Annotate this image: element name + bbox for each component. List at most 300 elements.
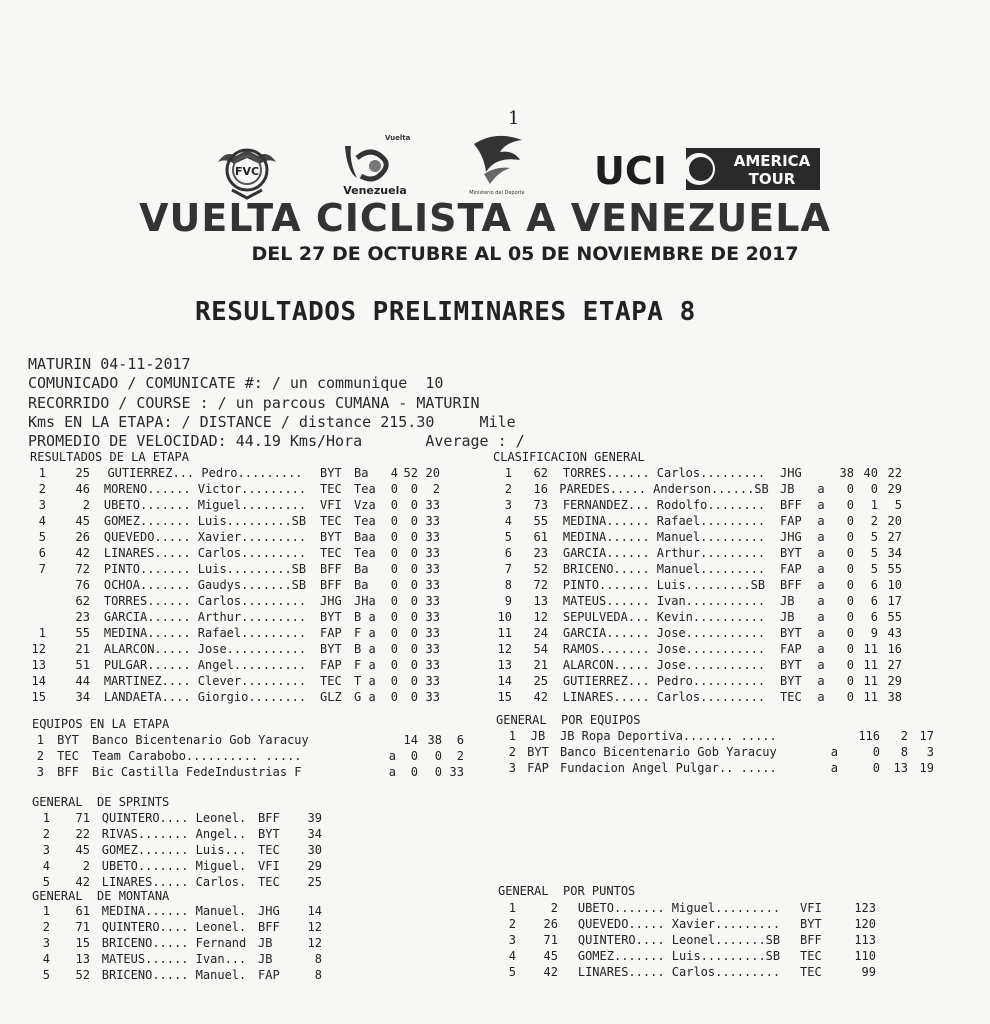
rider-name-cell: QUEVEDO..... Xavier.........: [577, 917, 781, 931]
stage-result-row: [26, 657, 440, 673]
position-cell: 1: [36, 733, 44, 747]
minutes-cell: 11: [863, 674, 878, 688]
sprints-heading: GENERAL DE SPRINTS: [32, 795, 170, 809]
seconds-cell: 33: [425, 562, 440, 576]
category-cell: T a: [354, 674, 376, 688]
stage-result-row: [26, 465, 440, 481]
flag-cell: [824, 728, 838, 744]
seconds-cell: 55: [887, 562, 902, 576]
team-cell: TEC: [800, 949, 822, 963]
mountain-row: [32, 935, 322, 951]
general-result-row: [492, 497, 902, 513]
position-cell: 6: [38, 546, 46, 560]
event-title: VUELTA CICLISTA A VENEZUELA: [139, 196, 831, 240]
position-cell: 2: [36, 749, 44, 763]
stage-result-row: [26, 529, 440, 545]
category-cell: B a: [354, 610, 376, 624]
team-cell: FAP: [780, 562, 802, 576]
general-result-row: [492, 609, 902, 625]
category-cell: Ba: [354, 562, 369, 576]
seconds-cell: 34: [887, 546, 902, 560]
minutes-cell: 0: [870, 482, 878, 496]
seconds-cell: 6: [456, 733, 464, 747]
position-cell: 12: [31, 642, 46, 656]
points-cell: 99: [861, 965, 876, 979]
seconds-cell: 33: [425, 626, 440, 640]
hours-cell: 0: [846, 610, 854, 624]
seconds-cell: 33: [425, 658, 440, 672]
category-cell: Tea: [354, 546, 376, 560]
hours-cell: 0: [390, 658, 398, 672]
general-result-row: [492, 545, 902, 561]
rider-name-cell: GUTIERREZ... Pedro.........: [107, 466, 303, 480]
seconds-cell: 10: [887, 578, 902, 592]
position-cell: 6: [504, 546, 512, 560]
hours-cell: 0: [390, 674, 398, 688]
general-result-row: [492, 513, 902, 529]
bib-cell: 12: [533, 610, 548, 624]
minutes-cell: 11: [863, 642, 878, 656]
federation-logo: [212, 132, 282, 202]
seconds-cell: 33: [425, 690, 440, 704]
seconds-cell: 33: [425, 514, 440, 528]
seconds-cell: 33: [425, 530, 440, 544]
minutes-cell: 5: [870, 546, 878, 560]
hours-cell: 0: [846, 514, 854, 528]
position-cell: 2: [38, 482, 46, 496]
category-cell: F a: [354, 626, 376, 640]
team-cell: BYT: [320, 530, 342, 544]
points-cell: 8: [314, 952, 322, 966]
position-cell: 4: [42, 859, 50, 873]
hours-cell: 0: [390, 498, 398, 512]
stage-result-row: [26, 513, 440, 529]
rider-name-cell: ALARCON..... Jose...........: [562, 658, 766, 672]
svg-text:Vuelta: Vuelta: [385, 134, 411, 142]
header-line: PROMEDIO DE VELOCIDAD: 44.19 Kms/Hora Average : /: [28, 432, 525, 450]
hours-cell: 0: [846, 642, 854, 656]
team-cell: FAP: [258, 968, 280, 982]
rider-name-cell: RAMOS....... Jose...........: [562, 642, 766, 656]
position-cell: 4: [508, 949, 516, 963]
rider-name-cell: FERNANDEZ... Rodolfo........: [562, 498, 766, 512]
general-result-row: [492, 593, 902, 609]
position-cell: 2: [42, 827, 50, 841]
stage-results-table: [26, 465, 440, 705]
hours-cell: 0: [390, 610, 398, 624]
hours-cell: 0: [872, 745, 880, 759]
hours-cell: 4: [390, 466, 398, 480]
rider-name-cell: GOMEZ....... Luis...: [101, 843, 247, 857]
bib-cell: 62: [533, 466, 548, 480]
team-cell: BFF: [258, 811, 280, 825]
flag-cell: a: [817, 482, 825, 496]
minutes-cell: 0: [410, 674, 418, 688]
stage-result-row: [26, 561, 440, 577]
points-cell: 12: [307, 936, 322, 950]
position-cell: [26, 577, 46, 593]
team-name-cell: Fundacion Angel Pulgar.. .....: [560, 761, 777, 775]
points-heading: GENERAL POR PUNTOS: [498, 884, 636, 898]
team-cell: TEC: [780, 690, 802, 704]
rider-name-cell: OCHOA....... Gaudys.......SB: [103, 578, 307, 592]
seconds-cell: 19: [919, 761, 934, 775]
rider-name-cell: GUTIERREZ... Pedro..........: [562, 674, 766, 688]
rider-name-cell: LINARES..... Carlos.........: [103, 546, 307, 560]
team-cell: FAP: [320, 626, 342, 640]
seconds-cell: 3: [926, 745, 934, 759]
flag-cell: a: [817, 626, 825, 640]
hours-cell: 0: [846, 562, 854, 576]
hours-cell: 0: [390, 690, 398, 704]
header-line: Kms EN LA ETAPA: / DISTANCE / distance 215.30 Mile: [28, 413, 516, 431]
general-result-row: [492, 673, 902, 689]
rider-name-cell: UBETO....... Miguel.........: [577, 901, 781, 915]
team-cell: BFF: [800, 933, 822, 947]
hours-cell: 0: [390, 482, 398, 496]
stage-result-row: [26, 497, 440, 513]
rider-name-cell: QUEVEDO..... Xavier.........: [103, 530, 307, 544]
minutes-cell: 0: [434, 765, 442, 779]
event-dates: DEL 27 DE OCTUBRE AL 05 DE NOVIEMBRE DE 2017: [251, 243, 799, 265]
position-cell: 2: [504, 482, 512, 496]
bib-cell: 42: [543, 965, 558, 979]
team-stage-row: [32, 748, 464, 764]
rider-name-cell: GARCIA...... Arthur.........: [562, 546, 766, 560]
seconds-cell: 22: [887, 466, 902, 480]
position-cell: 5: [38, 530, 46, 544]
bib-cell: 61: [75, 904, 90, 918]
hours-cell: 0: [390, 546, 398, 560]
minutes-cell: 6: [870, 594, 878, 608]
position-cell: 3: [508, 933, 516, 947]
seconds-cell: 43: [887, 626, 902, 640]
bib-cell: 42: [75, 546, 90, 560]
team-cell: BFF: [320, 562, 342, 576]
flag-cell: a: [817, 530, 825, 544]
position-cell: 3: [42, 843, 50, 857]
hours-cell: 0: [390, 578, 398, 592]
flag-cell: a: [817, 658, 825, 672]
minutes-cell: 0: [410, 690, 418, 704]
points-row: [500, 948, 876, 964]
flag-cell: [810, 465, 832, 481]
general-result-row: [492, 689, 902, 705]
bib-cell: 13: [533, 594, 548, 608]
hours-cell: 0: [410, 749, 418, 763]
hours-cell: 0: [846, 498, 854, 512]
bib-cell: 52: [533, 562, 548, 576]
team-cell: TEC: [320, 482, 342, 496]
seconds-cell: 2: [456, 749, 464, 763]
points-row: [500, 964, 876, 980]
hours-cell: 0: [846, 674, 854, 688]
team-code-cell: BYT: [527, 745, 549, 759]
general-result-row: [492, 625, 902, 641]
stage-results-heading: RESULTADOS DE LA ETAPA: [30, 450, 189, 464]
points-cell: 123: [854, 901, 876, 915]
bib-cell: 34: [75, 690, 90, 704]
team-cell: JHG: [780, 466, 802, 480]
bib-cell: 26: [75, 530, 90, 544]
category-cell: B a: [354, 642, 376, 656]
bib-cell: 25: [533, 674, 548, 688]
bib-cell: 15: [75, 936, 90, 950]
bib-cell: 2: [82, 498, 90, 512]
uci-america-tour-logo: [594, 144, 822, 192]
team-cell: JB: [258, 936, 273, 950]
team-code-cell: BYT: [57, 733, 79, 747]
hours-cell: 0: [846, 690, 854, 704]
bib-cell: 21: [75, 642, 90, 656]
team-cell: BYT: [320, 466, 342, 480]
points-row: [500, 900, 876, 916]
rider-name-cell: GARCIA...... Arthur.........: [103, 610, 307, 624]
seconds-cell: 33: [425, 674, 440, 688]
flag-cell: a: [817, 562, 825, 576]
rider-name-cell: LINARES..... Carlos.........: [562, 690, 766, 704]
bib-cell: 25: [75, 466, 90, 480]
general-result-row: [492, 641, 902, 657]
svg-text:AMERICA: AMERICA: [733, 152, 811, 170]
seconds-cell: 27: [887, 530, 902, 544]
hours-cell: 0: [390, 514, 398, 528]
seconds-cell: 29: [887, 482, 902, 496]
points-cell: 120: [854, 917, 876, 931]
minutes-cell: 0: [410, 626, 418, 640]
position-cell: 5: [508, 965, 516, 979]
position-cell: 1: [504, 466, 512, 480]
hours-cell: 116: [858, 729, 880, 743]
position-cell: 14: [497, 674, 512, 688]
hours-cell: 0: [390, 562, 398, 576]
rider-name-cell: QUINTERO.... Leonel.: [101, 811, 247, 825]
mountain-row: [32, 903, 322, 919]
page-number: 1: [508, 108, 520, 129]
rider-name-cell: TORRES...... Carlos.........: [562, 466, 766, 480]
team-cell: BYT: [780, 546, 802, 560]
team-cell: JHG: [320, 594, 342, 608]
rider-name-cell: LINARES..... Carlos.........: [577, 965, 781, 979]
team-cell: JHG: [258, 904, 280, 918]
points-cell: 30: [307, 843, 322, 857]
seconds-cell: 20: [425, 466, 440, 480]
stage-result-row: [26, 641, 440, 657]
minutes-cell: 0: [410, 482, 418, 496]
position-cell: 3: [504, 498, 512, 512]
teams-stage-heading: EQUIPOS EN LA ETAPA: [32, 717, 170, 731]
fvc-logo-text: FVC: [234, 165, 260, 178]
position-cell: 2: [508, 745, 516, 759]
bib-cell: 71: [75, 811, 90, 825]
seconds-cell: 33: [449, 765, 464, 779]
team-general-row: [498, 728, 934, 744]
rider-name-cell: LINARES..... Carlos.: [101, 875, 247, 889]
stage-result-row: [26, 545, 440, 561]
position-cell: 1: [508, 729, 516, 743]
category-cell: G a: [354, 690, 376, 704]
bib-cell: 45: [75, 514, 90, 528]
svg-text:TOUR: TOUR: [748, 170, 796, 188]
minutes-cell: 0: [434, 749, 442, 763]
stage-result-row: [26, 609, 440, 625]
hours-cell: 0: [872, 761, 880, 775]
points-row: [500, 932, 876, 948]
category-cell: Ba: [354, 578, 369, 592]
flag-cell: a: [817, 610, 825, 624]
seconds-cell: 55: [887, 610, 902, 624]
rider-name-cell: LANDAETA.... Giorgio........: [103, 690, 307, 704]
hours-cell: 0: [846, 626, 854, 640]
flag-cell: a: [817, 514, 825, 528]
seconds-cell: 5: [894, 498, 902, 512]
minutes-cell: 6: [870, 578, 878, 592]
seconds-cell: 33: [425, 546, 440, 560]
bib-cell: 16: [533, 482, 548, 496]
position-cell: 3: [508, 761, 516, 775]
minutes-cell: 0: [410, 578, 418, 592]
ministry-sport-logo: [466, 130, 528, 198]
bib-cell: 55: [75, 626, 90, 640]
bib-cell: 26: [543, 917, 558, 931]
general-result-row: [492, 657, 902, 673]
hours-cell: 0: [846, 578, 854, 592]
team-cell: JHG: [780, 530, 802, 544]
bib-cell: 13: [75, 952, 90, 966]
rider-name-cell: TORRES...... Carlos.........: [103, 594, 307, 608]
minutes-cell: 5: [870, 530, 878, 544]
sprints-table: [32, 810, 322, 890]
minutes-cell: 6: [870, 610, 878, 624]
bib-cell: 45: [75, 843, 90, 857]
position-cell: 5: [42, 968, 50, 982]
position-cell: 11: [497, 626, 512, 640]
sprints-row: [32, 826, 322, 842]
hours-cell: 14: [403, 733, 418, 747]
rider-name-cell: PULGAR...... Angel..........: [103, 658, 307, 672]
bib-cell: 24: [533, 626, 548, 640]
mountain-heading: GENERAL DE MONTANA: [32, 889, 170, 903]
bib-cell: 52: [75, 968, 90, 982]
seconds-cell: 33: [425, 594, 440, 608]
category-cell: Vza: [354, 498, 376, 512]
team-cell: TEC: [320, 546, 342, 560]
rider-name-cell: BRICENO..... Fernand: [101, 936, 247, 950]
stage-result-row: [26, 689, 440, 705]
category-cell: Ba: [354, 466, 369, 480]
team-general-row: [498, 744, 934, 760]
teams-stage-table: [32, 732, 464, 780]
team-cell: FAP: [320, 658, 342, 672]
general-classification-heading: CLASIFICACION GENERAL: [493, 450, 645, 464]
minutes-cell: 8: [900, 745, 908, 759]
points-cell: 25: [307, 875, 322, 889]
minutes-cell: 5: [870, 562, 878, 576]
position-cell: 13: [31, 658, 46, 672]
minutes-cell: 0: [410, 546, 418, 560]
flag-cell: a: [817, 642, 825, 656]
team-cell: BFF: [780, 498, 802, 512]
hours-cell: 0: [846, 482, 854, 496]
points-cell: 110: [854, 949, 876, 963]
minutes-cell: 2: [870, 514, 878, 528]
flag-cell: a: [830, 745, 838, 759]
seconds-cell: 27: [887, 658, 902, 672]
mountain-row: [32, 951, 322, 967]
hours-cell: 0: [390, 530, 398, 544]
team-cell: FAP: [780, 642, 802, 656]
minutes-cell: 0: [410, 610, 418, 624]
svg-text:Ministerio del Deporte: Ministerio del Deporte: [469, 190, 525, 196]
minutes-cell: 0: [410, 514, 418, 528]
mountain-row: [32, 967, 322, 983]
team-cell: TEC: [800, 965, 822, 979]
seconds-cell: 33: [425, 642, 440, 656]
bib-cell: 55: [533, 514, 548, 528]
minutes-cell: 2: [900, 729, 908, 743]
hours-cell: 0: [390, 594, 398, 608]
rider-name-cell: MEDINA...... Manuel.........: [562, 530, 766, 544]
position-cell: 4: [38, 514, 46, 528]
sprints-row: [32, 858, 322, 874]
flag-cell: a: [388, 749, 396, 763]
header-line: COMUNICADO / COMUNICATE #: / un communique 10: [28, 374, 444, 392]
position-cell: 13: [497, 658, 512, 672]
team-cell: VFI: [258, 859, 280, 873]
points-cell: 113: [854, 933, 876, 947]
rider-name-cell: RIVAS....... Angel..: [101, 827, 247, 841]
bib-cell: 62: [75, 594, 90, 608]
minutes-cell: 0: [410, 530, 418, 544]
category-cell: Baa: [354, 530, 376, 544]
position-cell: 14: [31, 674, 46, 688]
bib-cell: 54: [533, 642, 548, 656]
team-cell: BYT: [780, 674, 802, 688]
rider-name-cell: MORENO...... Victor.........: [103, 482, 307, 496]
stage-result-row: [26, 673, 440, 689]
team-name-cell: Bic Castilla FedeIndustrias F: [92, 765, 302, 779]
hours-cell: 0: [846, 530, 854, 544]
team-code-cell: BFF: [57, 765, 79, 779]
points-cell: 14: [307, 904, 322, 918]
team-cell: JB: [780, 610, 795, 624]
svg-text:Venezuela: Venezuela: [343, 184, 407, 197]
results-subtitle: RESULTADOS PRELIMINARES ETAPA 8: [195, 297, 696, 327]
points-cell: 29: [307, 859, 322, 873]
position-cell: 2: [508, 917, 516, 931]
minutes-cell: 1: [870, 498, 878, 512]
rider-name-cell: MEDINA...... Rafael.........: [562, 514, 766, 528]
team-code-cell: FAP: [527, 761, 549, 775]
points-cell: 12: [307, 920, 322, 934]
bib-cell: 42: [75, 875, 90, 889]
rider-name-cell: BRICENO..... Manuel.: [101, 968, 247, 982]
team-cell: BYT: [258, 827, 280, 841]
category-cell: JHa: [354, 594, 376, 608]
minutes-cell: 52: [403, 466, 418, 480]
team-cell: BYT: [800, 917, 822, 931]
hours-cell: 0: [390, 642, 398, 656]
seconds-cell: 16: [887, 642, 902, 656]
rider-name-cell: PAREDES..... Anderson......SB: [559, 482, 769, 496]
bib-cell: 76: [75, 578, 90, 592]
mountain-table: [32, 903, 322, 983]
position-cell: 12: [497, 642, 512, 656]
bib-cell: 2: [82, 859, 90, 873]
stage-result-row: [26, 577, 440, 593]
bib-cell: 73: [533, 498, 548, 512]
flag-cell: a: [817, 594, 825, 608]
